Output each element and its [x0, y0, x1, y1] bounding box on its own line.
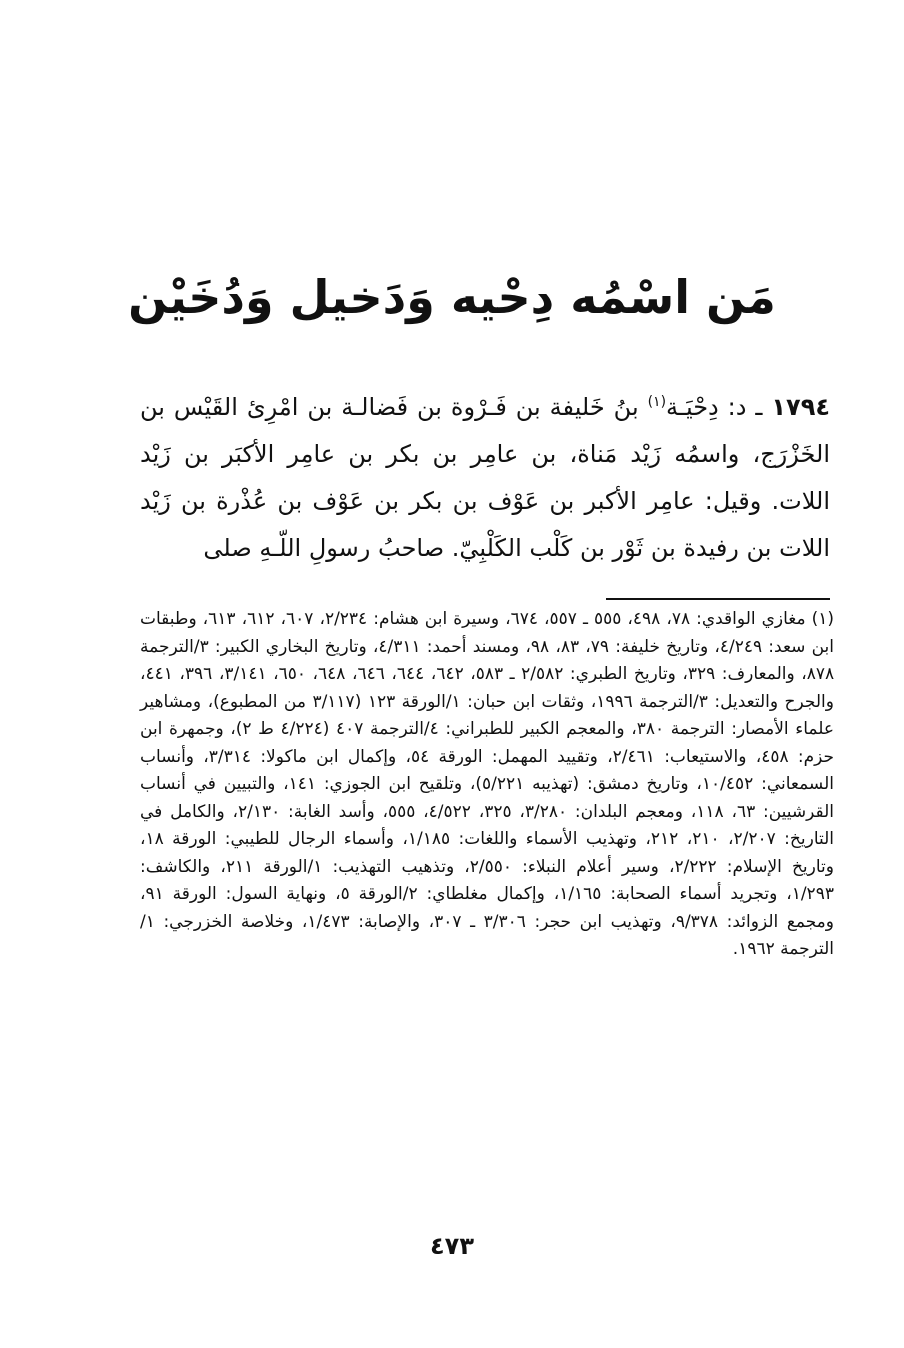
- page-number: ٤٧٣: [430, 1232, 474, 1260]
- footnote-text: (١) مغازي الواقدي: ٧٨، ٤٩٨، ٥٥٥ ـ ٥٥٧، ٦٧٤، وسيرة ابن هشام: ٢/٢٣٤، ٦٠٧، ٦١٢، ٦١٣، وطبقات ابن سعد: ٤/٢٤٩، وتاريخ خليفة: ٧٩، ٨٣، ٩٨، ومسند أحمد: ٤/٣١١، وتاريخ البخاري الكبير: ٣/الترجمة ٨٧٨، والمعارف: ٣٢٩، وتاريخ الطبري: ٢/٥٨٢ ـ ٥٨٣، ٦٤٢، ٦٤٤، ٦٤٦، ٦٤٨، ٦٥٠، ٣/١٤١، ٣٩٦، ٤٤١، والجرح والتعديل: ٣/الترجمة ١٩٩٦، وثقات ابن حبان: ١/الورقة ١٢٣ (٣/١١٧ من المطبوع)، ومشاهير علماء الأمصار: الترجمة ٣٨٠، والمعجم الكبير للطبراني: ٤/الترجمة ٤٠٧ (٤/٢٢٤ ط ٢)، وجمهرة ابن حزم: ٤٥٨، والاستيعاب: ٢/٤٦١، وتقييد المهمل: الورقة ٥٤، وإكمال ابن ماكولا: ٣/٣١٤، وأنساب السمعاني: ١٠/٤٥٢، وتاريخ دمشق: (تهذيبه ٥/٢٢١)، وتلقيح ابن الجوزي: ١٤١، والتبيين في أنساب القرشيين: ٦٣، ١١٨، ومعجم البلدان: ٣/٢٨٠، ٣٢٥، ٤/٥٢٢، ٥٥٥، وأسد الغابة: ٢/١٣٠، والكامل في التاريخ: ٢/٢٠٧، ٢١٠، ٢١٢، وتهذيب الأسماء واللغات: ١/١٨٥، وأسماء الرجال للطيبي: الورقة ١٨، وتاريخ الإسلام: ٢/٢٢٢، وسير أعلام النبلاء: ٢/٥٥٠، وتذهيب التهذيب: ١/الورقة ٢١١، والكاشف: ١/٢٩٣، وتجريد أسماء الصحابة: ١/١٦٥، وإكمال مغلطاي: ٢/الورقة ٥، ونهاية السول: الورقة ٩١، ومجمع الزوائد: ٩/٣٧٨، وتهذيب ابن حجر: ٣/٣٠٦ ـ ٣٠٧، والإصابة: ١/٤٧٣، وخلاصة الخزرجي: ١/الترجمة ١٩٦٢.: [140, 609, 835, 959]
- entry-separator: ـ: [746, 393, 772, 421]
- entry-text: بنُ خَليفة بن فَـرْوة بن فَضالـة بن امْرِئ القَيْس بن الخَزْرَج، واسمُه زَيْد مَناة، بن عامِر بن بكر بن عامِر الأكبَر بن زَيْد اللات. وقيل: عامِر الأكبر بن عَوْف بن بكر بن عَوْف بن عُذْرة بن زَيْد اللات بن رفيدة بن ثَوْر بن كَلْب الكَلْبِيّ. صاحبُ رسولِ اللّـهِ صلى: [140, 393, 830, 562]
- entry-symbol: د:: [718, 393, 747, 421]
- footnote-divider: [606, 598, 830, 600]
- entry-name: دِحْيَـة: [666, 393, 719, 421]
- footnote-marker: (١): [647, 394, 667, 410]
- entry-number: ١٧٩٤: [771, 393, 830, 421]
- section-heading: مَن اسْمُه دِحْيه وَدَخيل وَدُخَيْن: [128, 270, 776, 324]
- biography-entry: [140, 384, 830, 572]
